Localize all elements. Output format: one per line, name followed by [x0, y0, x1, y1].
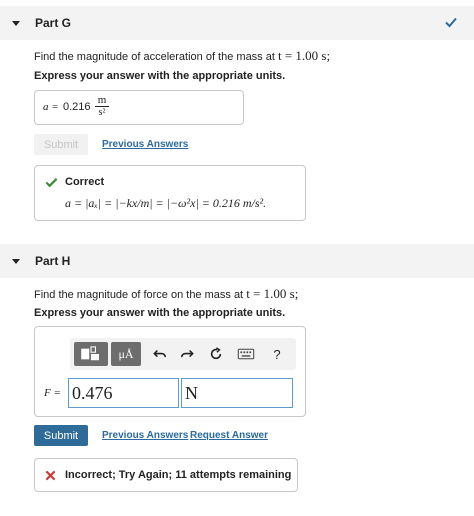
help-icon: ? — [273, 346, 281, 362]
equation-toolbar — [70, 338, 296, 370]
time-expression: t = 1.00 s; — [277, 48, 331, 63]
answer-unit-fraction — [95, 95, 109, 119]
undo-button[interactable] — [150, 342, 170, 366]
reset-icon — [209, 347, 223, 361]
part-g-previous-answers-link[interactable]: Previous Answers — [102, 139, 189, 150]
part-h-previous-answers-link[interactable]: Previous Answers — [102, 430, 189, 441]
part-h-submit-button[interactable]: Submit — [34, 425, 88, 446]
force-unit-input[interactable]: N — [181, 378, 293, 408]
part-h-instruction: Express your answer with the appropriate units. — [34, 307, 286, 319]
collapse-caret-icon[interactable] — [12, 21, 20, 26]
completed-check-icon — [444, 15, 458, 29]
feedback-title: Correct — [65, 176, 105, 188]
units-label: μÅ — [118, 346, 134, 361]
part-h-question: Find the magnitude of force on the mass at t = 1.00 s; — [34, 286, 299, 301]
part-h-header[interactable] — [0, 244, 474, 278]
unit-numerator: m — [95, 95, 109, 107]
part-g-instruction: Express your answer with the appropriate units. — [34, 70, 286, 82]
redo-icon — [180, 347, 194, 361]
part-g-title: Part G — [35, 16, 72, 30]
answer-variable: a = — [43, 101, 59, 113]
part-g-header[interactable] — [0, 6, 474, 40]
unit-denominator: s² — [98, 107, 106, 118]
force-value-input[interactable]: 0.476 — [68, 378, 179, 408]
part-g-question: Find the magnitude of acceleration of the mass at t = 1.00 s; — [34, 48, 331, 63]
keyboard-button[interactable] — [235, 342, 257, 366]
incorrect-feedback-text: Incorrect; Try Again; 11 attempts remaining — [65, 469, 292, 481]
help-button[interactable] — [268, 342, 286, 366]
part-g-answer-box — [34, 90, 244, 125]
correct-check-icon — [45, 176, 58, 189]
time-expression: t = 1.00 s; — [246, 286, 299, 301]
part-g-submit-button[interactable]: Submit — [34, 134, 88, 155]
part-g-feedback-box — [34, 165, 306, 221]
part-h-title: Part H — [35, 254, 71, 268]
units-button[interactable] — [111, 342, 141, 366]
part-h-feedback-box — [34, 458, 298, 492]
collapse-caret-icon[interactable] — [12, 259, 20, 264]
feedback-formula: a = |aₓ| = |−kx/m| = |−ω²x| = 0.216 m/s². — [65, 196, 267, 210]
answer-variable: F = — [44, 387, 61, 399]
templates-button[interactable] — [74, 342, 108, 366]
request-answer-link[interactable]: Request Answer — [190, 430, 268, 441]
keyboard-icon — [237, 348, 255, 360]
incorrect-x-icon — [45, 470, 56, 481]
undo-icon — [153, 347, 167, 361]
answer-value: 0.216 — [63, 101, 91, 113]
templates-icon — [80, 346, 102, 362]
reset-button[interactable] — [206, 342, 226, 366]
redo-button[interactable] — [177, 342, 197, 366]
